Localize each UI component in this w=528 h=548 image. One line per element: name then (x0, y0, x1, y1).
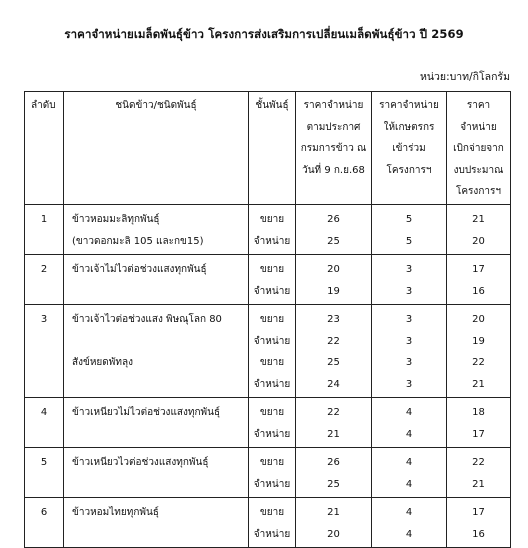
header-line: ราคา (466, 100, 491, 111)
grade-cell (249, 305, 296, 398)
budget-price: 20 (472, 235, 485, 247)
header-line: จำหน่าย (460, 121, 497, 133)
variety-cell (64, 205, 249, 255)
variety-name: สังข์หยดพัทลุง (72, 357, 133, 368)
header-line: งบประมาณ (453, 164, 504, 176)
grade-value: ขยาย (259, 457, 285, 468)
variety-cell (64, 255, 249, 305)
header-farmer-price (372, 92, 447, 205)
budget-price-cell (447, 255, 511, 305)
farmer-price-cell (372, 305, 447, 398)
farmer-price: 4 (405, 507, 413, 518)
row-number: 2 (40, 264, 48, 275)
row-number: 5 (40, 457, 48, 468)
announced-price: 20 (327, 528, 340, 540)
grade-value: ขยาย (259, 407, 285, 418)
unit-note: หน่วย:บาท/กิโลกรัม (419, 71, 510, 83)
header-line: ตามประกาศ (306, 121, 361, 133)
farmer-price-cell (372, 448, 447, 498)
farmer-price-cell (372, 498, 447, 548)
announced-price: 19 (327, 285, 340, 297)
grade-value: จำหน่าย (253, 478, 291, 490)
grade-cell (249, 398, 296, 448)
announced-price: 22 (327, 407, 340, 418)
grade-value: ขยาย (259, 357, 285, 368)
row-number-cell (25, 498, 64, 548)
grade-value: จำหน่าย (253, 235, 291, 247)
variety-name: ข้าวเจ้าไวต่อช่วงแสง พิษณุโลก 80 (72, 314, 222, 325)
budget-price-cell (447, 448, 511, 498)
grade-cell (249, 205, 296, 255)
grade-value: ขยาย (259, 264, 285, 275)
announced-price-cell (296, 398, 372, 448)
header-line: กรมการข้าว ณ (300, 143, 367, 154)
row-number-cell (25, 448, 64, 498)
row-number: 3 (40, 314, 48, 325)
farmer-price: 4 (405, 428, 413, 440)
grade-cell (249, 498, 296, 548)
budget-price-cell (447, 498, 511, 548)
budget-price: 16 (472, 528, 485, 540)
announced-price-cell (296, 305, 372, 398)
announced-price: 25 (327, 478, 340, 490)
header-line: โครงการฯ (456, 186, 501, 197)
variety-name (72, 331, 248, 353)
table-row (25, 205, 511, 255)
announced-price: 22 (327, 335, 340, 347)
budget-price: 19 (472, 335, 485, 347)
farmer-price: 4 (405, 478, 413, 490)
announced-price-cell (296, 448, 372, 498)
row-number: 4 (40, 407, 48, 418)
farmer-price: 3 (405, 285, 413, 297)
row-number-cell (25, 305, 64, 398)
grade-value: จำหน่าย (253, 378, 291, 390)
grade-value: ขยาย (259, 214, 285, 225)
variety-name (72, 374, 248, 396)
farmer-price: 5 (405, 214, 413, 225)
row-number: 6 (40, 507, 48, 518)
table-body (25, 205, 511, 548)
budget-price: 16 (472, 285, 485, 297)
budget-price-cell (447, 398, 511, 448)
header-line: โครงการฯ (386, 164, 432, 176)
budget-price: 22 (472, 457, 485, 468)
farmer-price: 3 (405, 357, 413, 368)
announced-price: 24 (327, 378, 340, 390)
grade-value: จำหน่าย (253, 528, 291, 540)
budget-price-cell (447, 205, 511, 255)
budget-price: 17 (472, 507, 485, 518)
table-row (25, 448, 511, 498)
table-row (25, 255, 511, 305)
farmer-price-cell (372, 398, 447, 448)
budget-price: 18 (472, 407, 485, 418)
header-variety: ชนิดข้าว/ชนิดพันธุ์ (64, 92, 249, 205)
grade-value: ขยาย (259, 507, 285, 518)
header-line: ราคาจำหน่าย (303, 100, 364, 111)
farmer-price: 4 (405, 457, 413, 468)
variety-name: ข้าวเจ้าไม่ไวต่อช่วงแสงทุกพันธุ์ (72, 264, 207, 275)
budget-price: 21 (472, 378, 485, 390)
variety-name: ข้าวหอมไทยทุกพันธุ์ (72, 507, 159, 518)
row-number-cell (25, 398, 64, 448)
row-number: 1 (40, 214, 48, 225)
variety-name: ข้าวเหนียวไม่ไวต่อช่วงแสงทุกพันธุ์ (72, 407, 221, 418)
price-table (24, 91, 511, 548)
variety-name: (ขาวดอกมะลิ 105 และกข15) (72, 235, 204, 247)
announced-price-cell (296, 498, 372, 548)
farmer-price: 4 (405, 528, 413, 540)
announced-price: 21 (327, 428, 340, 440)
grade-value: ขยาย (259, 314, 285, 325)
announced-price: 26 (327, 214, 340, 225)
announced-price: 20 (327, 264, 340, 275)
variety-name: ข้าวหอมมะลิทุกพันธุ์ (72, 214, 160, 225)
budget-price: 21 (472, 214, 485, 225)
farmer-price: 3 (405, 378, 413, 390)
grade-value: จำหน่าย (253, 335, 291, 347)
farmer-price: 3 (405, 264, 413, 275)
grade-cell (249, 448, 296, 498)
farmer-price-cell (372, 205, 447, 255)
announced-price: 23 (327, 314, 340, 325)
table-row (25, 305, 511, 398)
budget-price: 17 (472, 264, 485, 275)
announced-price-cell (296, 255, 372, 305)
variety-cell (64, 498, 249, 548)
table-row (25, 498, 511, 548)
announced-price: 21 (327, 507, 340, 518)
budget-price-cell (447, 305, 511, 398)
header-line: ราคาจำหน่าย (379, 100, 439, 111)
header-line: ให้เกษตรกร (383, 121, 435, 133)
variety-cell (64, 305, 249, 398)
header-line: วันที่ 9 ก.ย.68 (302, 164, 365, 176)
grade-value: จำหน่าย (253, 285, 291, 297)
farmer-price: 3 (405, 335, 413, 347)
farmer-price: 5 (405, 235, 413, 247)
header-line: เข้าร่วม (392, 143, 426, 154)
header-budget-price (447, 92, 511, 205)
budget-price: 22 (472, 357, 485, 368)
row-number-cell (25, 255, 64, 305)
variety-cell (64, 448, 249, 498)
header-row (25, 92, 511, 205)
announced-price: 25 (327, 235, 340, 247)
announced-price: 25 (327, 357, 340, 368)
budget-price: 17 (472, 428, 485, 440)
budget-price: 21 (472, 478, 485, 490)
farmer-price: 4 (405, 407, 413, 418)
header-no: ลำดับ (25, 92, 64, 205)
document-title: ราคาจำหน่ายเมล็ดพันธุ์ข้าว โครงการส่งเสริมการเปลี่ยนเมล็ดพันธุ์ข้าว ปี 2569 (64, 27, 464, 41)
variety-name: ข้าวเหนียวไวต่อช่วงแสงทุกพันธุ์ (72, 457, 209, 468)
budget-price: 20 (472, 314, 485, 325)
header-announced-price (296, 92, 372, 205)
announced-price: 26 (327, 457, 340, 468)
grade-cell (249, 255, 296, 305)
announced-price-cell (296, 205, 372, 255)
grade-value: จำหน่าย (253, 428, 291, 440)
farmer-price: 3 (405, 314, 413, 325)
row-number-cell (25, 205, 64, 255)
header-line: เบิกจ่ายจาก (453, 143, 504, 154)
variety-cell (64, 398, 249, 448)
farmer-price-cell (372, 255, 447, 305)
header-grade: ชั้นพันธุ์ (249, 92, 296, 205)
table-row (25, 398, 511, 448)
